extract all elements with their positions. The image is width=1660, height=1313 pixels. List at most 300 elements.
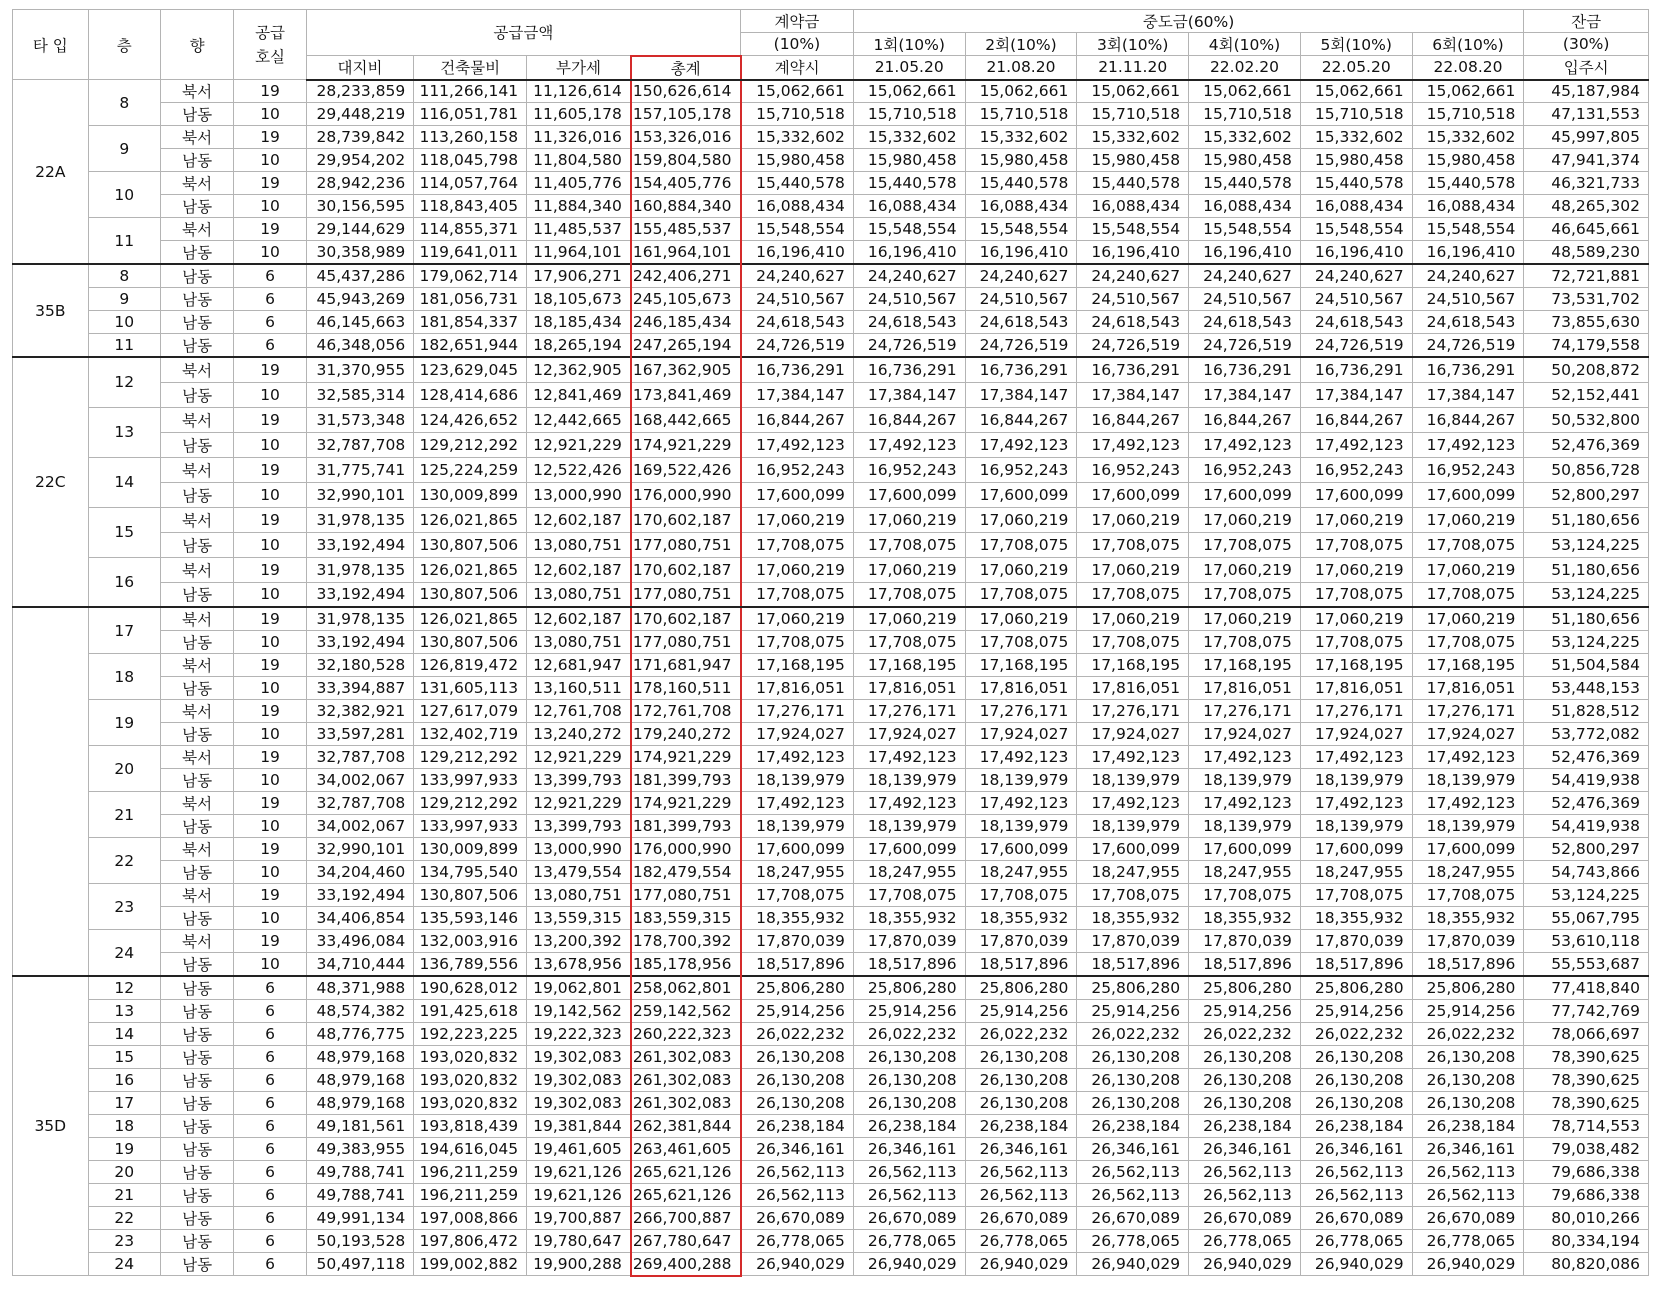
deposit-cell: 26,130,208 — [741, 1069, 854, 1092]
balance-cell: 47,131,553 — [1524, 103, 1649, 126]
balance-cell: 53,772,082 — [1524, 723, 1649, 746]
building-cell: 132,003,916 — [414, 930, 527, 953]
table-row — [13, 1092, 1649, 1115]
floor-cell: 15 — [88, 1046, 160, 1069]
interim-4-cell: 26,940,029 — [1189, 1253, 1301, 1276]
interim-6-cell: 17,708,075 — [1412, 582, 1524, 607]
units-cell: 6 — [234, 976, 306, 1000]
balance-cell: 72,721,881 — [1524, 264, 1649, 288]
total-cell: 258,062,801 — [631, 976, 741, 1000]
interim-1-cell: 15,548,554 — [853, 218, 965, 241]
interim-1-cell: 17,708,075 — [853, 582, 965, 607]
interim-1-cell: 17,384,147 — [853, 382, 965, 407]
interim-1-cell: 26,562,113 — [853, 1161, 965, 1184]
table-row — [13, 557, 1649, 582]
building-cell: 114,855,371 — [414, 218, 527, 241]
interim-6-cell: 16,952,243 — [1412, 457, 1524, 482]
deposit-cell: 16,952,243 — [741, 457, 854, 482]
total-cell: 169,522,426 — [631, 457, 741, 482]
floor-cell: 22 — [88, 1207, 160, 1230]
interim-2-cell: 17,060,219 — [965, 557, 1077, 582]
building-cell: 130,807,506 — [414, 582, 527, 607]
interim-3-cell: 17,384,147 — [1077, 382, 1189, 407]
interim-3-cell: 17,870,039 — [1077, 930, 1189, 953]
interim-1-cell: 15,710,518 — [853, 103, 965, 126]
interim-4-cell: 18,247,955 — [1189, 861, 1301, 884]
direction-cell: 남동 — [160, 953, 233, 977]
table-row — [13, 218, 1649, 241]
interim-5-cell: 24,510,567 — [1300, 288, 1412, 311]
interim-2-cell: 16,844,267 — [965, 407, 1077, 432]
direction-cell: 남동 — [160, 769, 233, 792]
table-row — [13, 149, 1649, 172]
units-cell: 6 — [234, 1046, 306, 1069]
floor-cell: 21 — [88, 1184, 160, 1207]
deposit-cell: 18,355,932 — [741, 907, 854, 930]
header-interim-round-3: 3회(10%) — [1077, 33, 1189, 56]
deposit-cell: 24,618,543 — [741, 311, 854, 334]
interim-5-cell: 17,708,075 — [1300, 582, 1412, 607]
interim-5-cell: 18,139,979 — [1300, 815, 1412, 838]
interim-3-cell: 16,196,410 — [1077, 241, 1189, 265]
balance-cell: 52,800,297 — [1524, 482, 1649, 507]
price-table-container — [12, 9, 1649, 1277]
header-deposit: 계약금 — [741, 10, 854, 33]
direction-cell: 남동 — [160, 334, 233, 358]
balance-cell: 54,419,938 — [1524, 815, 1649, 838]
table-row — [13, 1069, 1649, 1092]
units-cell: 6 — [234, 264, 306, 288]
interim-3-cell: 26,562,113 — [1077, 1184, 1189, 1207]
interim-5-cell: 17,924,027 — [1300, 723, 1412, 746]
header-interim-date-6: 22.08.20 — [1412, 56, 1524, 80]
interim-6-cell: 17,600,099 — [1412, 482, 1524, 507]
interim-3-cell: 17,708,075 — [1077, 582, 1189, 607]
interim-1-cell: 17,492,123 — [853, 746, 965, 769]
interim-6-cell: 18,139,979 — [1412, 815, 1524, 838]
total-cell: 177,080,751 — [631, 884, 741, 907]
units-cell: 10 — [234, 582, 306, 607]
interim-1-cell: 17,060,219 — [853, 607, 965, 631]
building-cell: 130,807,506 — [414, 532, 527, 557]
supply-price-table — [12, 9, 1649, 1277]
land-cell: 48,979,168 — [306, 1092, 414, 1115]
interim-4-cell: 26,130,208 — [1189, 1092, 1301, 1115]
balance-cell: 51,180,656 — [1524, 557, 1649, 582]
interim-6-cell: 18,139,979 — [1412, 769, 1524, 792]
total-cell: 267,780,647 — [631, 1230, 741, 1253]
interim-6-cell: 17,384,147 — [1412, 382, 1524, 407]
total-cell: 153,326,016 — [631, 126, 741, 149]
units-cell: 10 — [234, 149, 306, 172]
land-cell: 45,943,269 — [306, 288, 414, 311]
building-cell: 197,806,472 — [414, 1230, 527, 1253]
interim-5-cell: 18,355,932 — [1300, 907, 1412, 930]
direction-cell: 남동 — [160, 1046, 233, 1069]
balance-cell: 52,476,369 — [1524, 746, 1649, 769]
total-cell: 246,185,434 — [631, 311, 741, 334]
interim-4-cell: 26,022,232 — [1189, 1023, 1301, 1046]
land-cell: 30,156,595 — [306, 195, 414, 218]
vat-cell: 19,302,083 — [527, 1046, 631, 1069]
table-row — [13, 1115, 1649, 1138]
header-interim-date-1: 21.05.20 — [853, 56, 965, 80]
vat-cell: 11,964,101 — [527, 241, 631, 265]
interim-6-cell: 26,346,161 — [1412, 1138, 1524, 1161]
building-cell: 126,021,865 — [414, 507, 527, 532]
floor-cell: 20 — [88, 1161, 160, 1184]
interim-6-cell: 15,548,554 — [1412, 218, 1524, 241]
units-cell: 6 — [234, 1069, 306, 1092]
vat-cell: 11,126,614 — [527, 80, 631, 103]
interim-6-cell: 25,914,256 — [1412, 1000, 1524, 1023]
interim-5-cell: 17,060,219 — [1300, 607, 1412, 631]
units-cell: 6 — [234, 1230, 306, 1253]
floor-cell: 13 — [88, 407, 160, 457]
interim-6-cell: 17,060,219 — [1412, 557, 1524, 582]
deposit-cell: 18,247,955 — [741, 861, 854, 884]
interim-2-cell: 26,562,113 — [965, 1161, 1077, 1184]
interim-4-cell: 24,618,543 — [1189, 311, 1301, 334]
interim-4-cell: 17,492,123 — [1189, 746, 1301, 769]
land-cell: 33,192,494 — [306, 532, 414, 557]
deposit-cell: 17,708,075 — [741, 582, 854, 607]
interim-5-cell: 16,736,291 — [1300, 357, 1412, 382]
interim-4-cell: 17,276,171 — [1189, 700, 1301, 723]
land-cell: 50,193,528 — [306, 1230, 414, 1253]
units-cell: 6 — [234, 1115, 306, 1138]
interim-3-cell: 18,247,955 — [1077, 861, 1189, 884]
land-cell: 33,394,887 — [306, 677, 414, 700]
building-cell: 126,021,865 — [414, 557, 527, 582]
deposit-cell: 26,022,232 — [741, 1023, 854, 1046]
table-row — [13, 1023, 1649, 1046]
units-cell: 19 — [234, 507, 306, 532]
units-cell: 19 — [234, 126, 306, 149]
total-cell: 168,442,665 — [631, 407, 741, 432]
direction-cell: 남동 — [160, 382, 233, 407]
interim-5-cell: 17,816,051 — [1300, 677, 1412, 700]
interim-4-cell: 26,130,208 — [1189, 1046, 1301, 1069]
building-cell: 193,818,439 — [414, 1115, 527, 1138]
interim-1-cell: 18,355,932 — [853, 907, 965, 930]
interim-3-cell: 26,022,232 — [1077, 1023, 1189, 1046]
table-row — [13, 815, 1649, 838]
interim-4-cell: 17,708,075 — [1189, 582, 1301, 607]
total-cell: 171,681,947 — [631, 654, 741, 677]
total-cell: 161,964,101 — [631, 241, 741, 265]
interim-5-cell: 26,562,113 — [1300, 1161, 1412, 1184]
land-cell: 29,448,219 — [306, 103, 414, 126]
direction-cell: 북서 — [160, 700, 233, 723]
building-cell: 133,997,933 — [414, 815, 527, 838]
building-cell: 114,057,764 — [414, 172, 527, 195]
balance-cell: 52,476,369 — [1524, 792, 1649, 815]
table-row — [13, 532, 1649, 557]
balance-cell: 80,334,194 — [1524, 1230, 1649, 1253]
floor-cell: 16 — [88, 1069, 160, 1092]
interim-2-cell: 26,130,208 — [965, 1092, 1077, 1115]
interim-2-cell: 24,510,567 — [965, 288, 1077, 311]
deposit-cell: 17,600,099 — [741, 838, 854, 861]
interim-3-cell: 26,130,208 — [1077, 1092, 1189, 1115]
vat-cell: 11,605,178 — [527, 103, 631, 126]
interim-1-cell: 24,618,543 — [853, 311, 965, 334]
building-cell: 191,425,618 — [414, 1000, 527, 1023]
units-cell: 6 — [234, 1092, 306, 1115]
interim-4-cell: 18,139,979 — [1189, 815, 1301, 838]
header-supply-price: 공급금액 — [306, 10, 740, 56]
table-row — [13, 1000, 1649, 1023]
interim-2-cell: 26,346,161 — [965, 1138, 1077, 1161]
direction-cell: 남동 — [160, 907, 233, 930]
header-direction: 향 — [160, 10, 233, 80]
balance-cell: 51,504,584 — [1524, 654, 1649, 677]
interim-3-cell: 17,708,075 — [1077, 884, 1189, 907]
interim-5-cell: 18,247,955 — [1300, 861, 1412, 884]
units-cell: 10 — [234, 815, 306, 838]
units-cell: 19 — [234, 357, 306, 382]
units-cell: 10 — [234, 432, 306, 457]
land-cell: 48,371,988 — [306, 976, 414, 1000]
interim-6-cell: 17,924,027 — [1412, 723, 1524, 746]
balance-cell: 80,010,266 — [1524, 1207, 1649, 1230]
units-cell: 6 — [234, 288, 306, 311]
interim-3-cell: 18,517,896 — [1077, 953, 1189, 977]
vat-cell: 13,000,990 — [527, 482, 631, 507]
building-cell: 193,020,832 — [414, 1092, 527, 1115]
interim-2-cell: 26,562,113 — [965, 1184, 1077, 1207]
direction-cell: 남동 — [160, 1023, 233, 1046]
interim-1-cell: 15,440,578 — [853, 172, 965, 195]
building-cell: 130,807,506 — [414, 631, 527, 654]
land-cell: 32,585,314 — [306, 382, 414, 407]
interim-3-cell: 15,710,518 — [1077, 103, 1189, 126]
interim-5-cell: 17,708,075 — [1300, 532, 1412, 557]
vat-cell: 18,265,194 — [527, 334, 631, 358]
type-cell: 35B — [13, 264, 89, 357]
interim-5-cell: 17,060,219 — [1300, 507, 1412, 532]
floor-cell: 22 — [88, 838, 160, 884]
header-vat: 부가세 — [527, 56, 631, 80]
land-cell: 50,497,118 — [306, 1253, 414, 1276]
direction-cell: 남동 — [160, 311, 233, 334]
interim-5-cell: 16,844,267 — [1300, 407, 1412, 432]
interim-2-cell: 26,130,208 — [965, 1046, 1077, 1069]
header-interim-date-4: 22.02.20 — [1189, 56, 1301, 80]
building-cell: 133,997,933 — [414, 769, 527, 792]
floor-cell: 11 — [88, 218, 160, 265]
interim-2-cell: 16,952,243 — [965, 457, 1077, 482]
interim-6-cell: 17,168,195 — [1412, 654, 1524, 677]
land-cell: 48,979,168 — [306, 1069, 414, 1092]
vat-cell: 12,841,469 — [527, 382, 631, 407]
interim-3-cell: 17,060,219 — [1077, 607, 1189, 631]
units-cell: 19 — [234, 607, 306, 631]
interim-6-cell: 24,726,519 — [1412, 334, 1524, 358]
direction-cell: 북서 — [160, 218, 233, 241]
interim-1-cell: 17,924,027 — [853, 723, 965, 746]
vat-cell: 19,142,562 — [527, 1000, 631, 1023]
units-cell: 6 — [234, 1138, 306, 1161]
table-row — [13, 631, 1649, 654]
table-row — [13, 172, 1649, 195]
units-cell: 19 — [234, 218, 306, 241]
interim-6-cell: 16,196,410 — [1412, 241, 1524, 265]
interim-4-cell: 18,517,896 — [1189, 953, 1301, 977]
interim-4-cell: 16,736,291 — [1189, 357, 1301, 382]
deposit-cell: 25,806,280 — [741, 976, 854, 1000]
interim-6-cell: 15,062,661 — [1412, 80, 1524, 103]
interim-6-cell: 26,562,113 — [1412, 1184, 1524, 1207]
total-cell: 262,381,844 — [631, 1115, 741, 1138]
table-row — [13, 311, 1649, 334]
interim-5-cell: 24,240,627 — [1300, 264, 1412, 288]
interim-6-cell: 16,844,267 — [1412, 407, 1524, 432]
direction-cell: 남동 — [160, 1115, 233, 1138]
deposit-cell: 25,914,256 — [741, 1000, 854, 1023]
deposit-cell: 15,332,602 — [741, 126, 854, 149]
land-cell: 31,978,135 — [306, 607, 414, 631]
total-cell: 265,621,126 — [631, 1161, 741, 1184]
units-cell: 19 — [234, 80, 306, 103]
building-cell: 124,426,652 — [414, 407, 527, 432]
interim-5-cell: 17,384,147 — [1300, 382, 1412, 407]
table-row — [13, 723, 1649, 746]
land-cell: 31,775,741 — [306, 457, 414, 482]
interim-6-cell: 26,238,184 — [1412, 1115, 1524, 1138]
interim-3-cell: 16,844,267 — [1077, 407, 1189, 432]
deposit-cell: 17,816,051 — [741, 677, 854, 700]
interim-6-cell: 17,708,075 — [1412, 884, 1524, 907]
deposit-cell: 26,778,065 — [741, 1230, 854, 1253]
total-cell: 265,621,126 — [631, 1184, 741, 1207]
deposit-cell: 17,924,027 — [741, 723, 854, 746]
total-cell: 266,700,887 — [631, 1207, 741, 1230]
interim-3-cell: 26,346,161 — [1077, 1138, 1189, 1161]
header-balance: 잔금 — [1524, 10, 1649, 33]
interim-2-cell: 17,060,219 — [965, 607, 1077, 631]
vat-cell: 12,921,229 — [527, 792, 631, 815]
vat-cell: 19,621,126 — [527, 1184, 631, 1207]
land-cell: 31,978,135 — [306, 507, 414, 532]
balance-cell: 77,742,769 — [1524, 1000, 1649, 1023]
units-cell: 6 — [234, 334, 306, 358]
land-cell: 33,192,494 — [306, 582, 414, 607]
interim-3-cell: 17,708,075 — [1077, 532, 1189, 557]
direction-cell: 남동 — [160, 631, 233, 654]
table-row — [13, 1253, 1649, 1276]
interim-6-cell: 15,980,458 — [1412, 149, 1524, 172]
interim-3-cell: 17,492,123 — [1077, 792, 1189, 815]
interim-5-cell: 15,062,661 — [1300, 80, 1412, 103]
interim-4-cell: 24,240,627 — [1189, 264, 1301, 288]
floor-cell: 23 — [88, 1230, 160, 1253]
interim-2-cell: 26,670,089 — [965, 1207, 1077, 1230]
interim-6-cell: 25,806,280 — [1412, 976, 1524, 1000]
table-row — [13, 792, 1649, 815]
direction-cell: 남동 — [160, 861, 233, 884]
interim-5-cell: 17,492,123 — [1300, 746, 1412, 769]
interim-3-cell: 17,600,099 — [1077, 482, 1189, 507]
interim-5-cell: 26,238,184 — [1300, 1115, 1412, 1138]
building-cell: 128,414,686 — [414, 382, 527, 407]
building-cell: 181,056,731 — [414, 288, 527, 311]
deposit-cell: 15,548,554 — [741, 218, 854, 241]
interim-5-cell: 26,022,232 — [1300, 1023, 1412, 1046]
interim-5-cell: 16,952,243 — [1300, 457, 1412, 482]
vat-cell: 12,761,708 — [527, 700, 631, 723]
interim-1-cell: 15,062,661 — [853, 80, 965, 103]
direction-cell: 남동 — [160, 815, 233, 838]
table-body — [13, 80, 1649, 1276]
building-cell: 129,212,292 — [414, 432, 527, 457]
deposit-cell: 15,062,661 — [741, 80, 854, 103]
table-row — [13, 482, 1649, 507]
building-cell: 127,617,079 — [414, 700, 527, 723]
interim-2-cell: 18,517,896 — [965, 953, 1077, 977]
interim-3-cell: 18,139,979 — [1077, 769, 1189, 792]
interim-2-cell: 17,492,123 — [965, 432, 1077, 457]
table-header — [13, 10, 1649, 80]
land-cell: 46,348,056 — [306, 334, 414, 358]
deposit-cell: 16,736,291 — [741, 357, 854, 382]
direction-cell: 남동 — [160, 195, 233, 218]
balance-cell: 53,124,225 — [1524, 884, 1649, 907]
table-row — [13, 907, 1649, 930]
table-row — [13, 677, 1649, 700]
direction-cell: 남동 — [160, 1230, 233, 1253]
building-cell: 182,651,944 — [414, 334, 527, 358]
direction-cell: 북서 — [160, 838, 233, 861]
floor-cell: 12 — [88, 976, 160, 1000]
building-cell: 196,211,259 — [414, 1161, 527, 1184]
land-cell: 33,192,494 — [306, 631, 414, 654]
interim-5-cell: 17,276,171 — [1300, 700, 1412, 723]
header-interim-date-3: 21.11.20 — [1077, 56, 1189, 80]
vat-cell: 12,921,229 — [527, 432, 631, 457]
interim-3-cell: 25,914,256 — [1077, 1000, 1189, 1023]
interim-5-cell: 17,168,195 — [1300, 654, 1412, 677]
vat-cell: 12,681,947 — [527, 654, 631, 677]
floor-cell: 9 — [88, 288, 160, 311]
building-cell: 199,002,882 — [414, 1253, 527, 1276]
land-cell: 30,358,989 — [306, 241, 414, 265]
header-interim-date-2: 21.08.20 — [965, 56, 1077, 80]
table-row — [13, 357, 1649, 382]
building-cell: 130,009,899 — [414, 838, 527, 861]
interim-4-cell: 17,924,027 — [1189, 723, 1301, 746]
interim-3-cell: 17,492,123 — [1077, 746, 1189, 769]
interim-3-cell: 18,355,932 — [1077, 907, 1189, 930]
interim-4-cell: 15,440,578 — [1189, 172, 1301, 195]
interim-2-cell: 24,240,627 — [965, 264, 1077, 288]
table-row — [13, 884, 1649, 907]
deposit-cell: 26,562,113 — [741, 1161, 854, 1184]
header-building: 건축물비 — [414, 56, 527, 80]
vat-cell: 18,105,673 — [527, 288, 631, 311]
vat-cell: 19,222,323 — [527, 1023, 631, 1046]
units-cell: 10 — [234, 103, 306, 126]
interim-2-cell: 15,332,602 — [965, 126, 1077, 149]
interim-2-cell: 15,980,458 — [965, 149, 1077, 172]
total-cell: 167,362,905 — [631, 357, 741, 382]
interim-3-cell: 15,548,554 — [1077, 218, 1189, 241]
table-row — [13, 607, 1649, 631]
land-cell: 32,382,921 — [306, 700, 414, 723]
interim-2-cell: 17,708,075 — [965, 582, 1077, 607]
floor-cell: 21 — [88, 792, 160, 838]
